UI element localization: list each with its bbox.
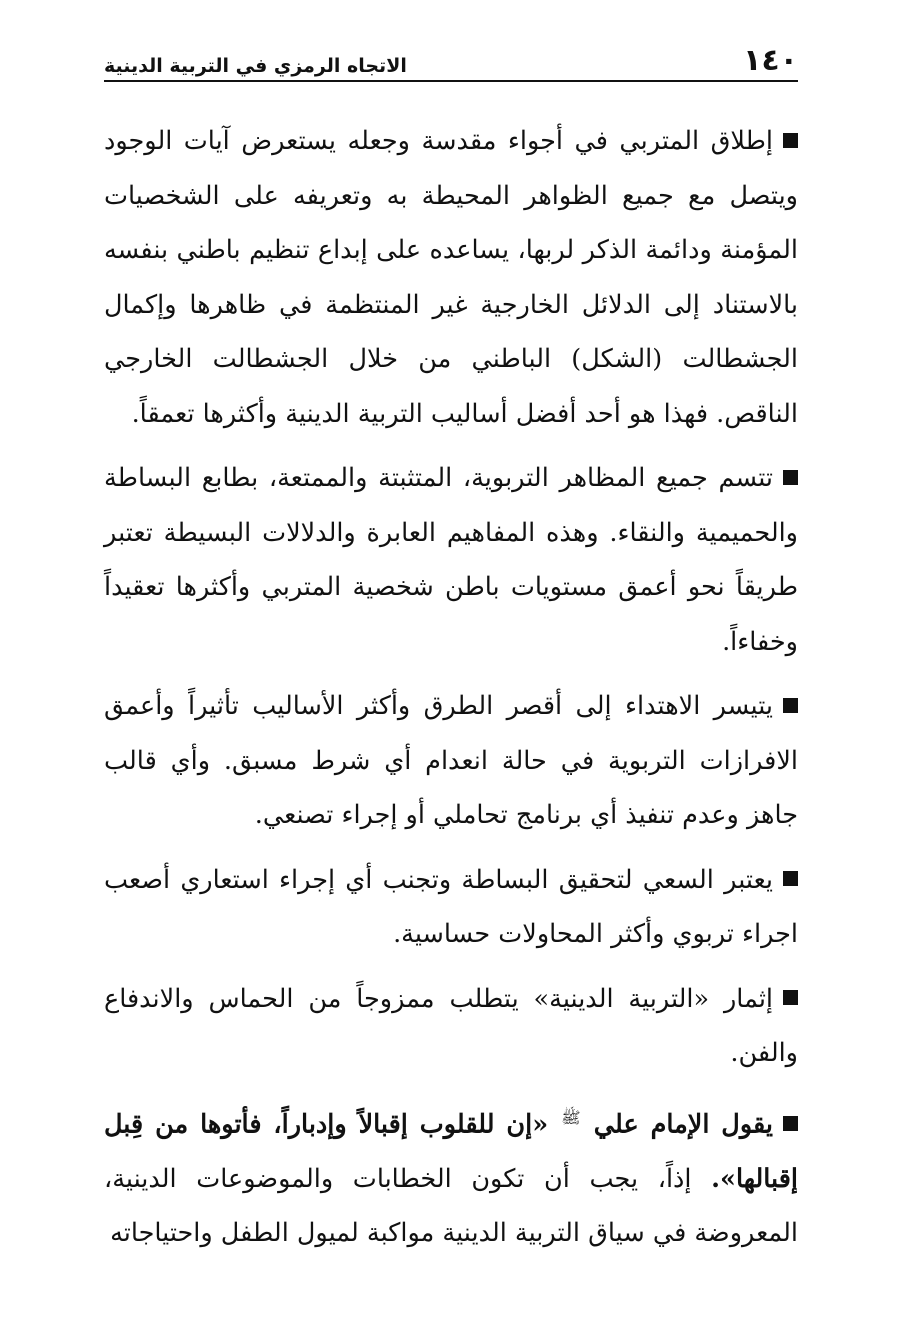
paragraph-text: تتسم جميع المظاهر التربوية، المتثبتة والممتعة، بطابع البساطة والحميمية والنقاء. وهذه المفاهيم العابرة والدلالات البسيطة تعتبر طريقاً نحو أعمق مستويات باطن شخصية المتربي وأكثرها تعقيداً وخفاءاً. <box>104 463 798 657</box>
paragraph <box>104 679 798 843</box>
running-header <box>104 40 798 82</box>
paragraph <box>104 972 798 1081</box>
honorific-symbol: ﷺ <box>561 1107 581 1127</box>
paragraph <box>104 451 798 669</box>
square-bullet-icon <box>783 698 798 713</box>
paragraph <box>104 1091 798 1261</box>
paragraph-text: يتيسر الاهتداء إلى أقصر الطرق وأكثر الأساليب تأثيراً وأعمق الافرازات التربوية في حالة انعدام أي شرط مسبق. وأي قالب جاهز وعدم تنفيذ أي برنامج تحاملي أو إجراء تصنعي. <box>104 691 798 830</box>
hadith-quote: «إن للقلوب إقبالاً وإدباراً، فأتوها من قِبل إقبالها». <box>104 1109 799 1194</box>
square-bullet-icon <box>783 990 798 1005</box>
paragraph-text: إذاً، يجب أن تكون الخطابات والموضوعات الدينية، المعروضة في سياق التربية الدينية مواكبة لميول الطفل واحتياجاته <box>104 1163 798 1248</box>
body-text <box>104 114 798 1271</box>
paragraph-text: إطلاق المتربي في أجواء مقدسة وجعله يستعرض آيات الوجود ويتصل مع جميع الظواهر المحيطة به وتعريفه على الشخصيات المؤمنة ودائمة الذكر لربها، يساعده على إبداع تنظيم باطني بنفسه بالاستناد إلى الدلائل الخارجية غير المنتظمة في ظاهرها وإكمال الجشطالت (الشكل) الباطني من خلال الجشطالت الخارجي الناقص. فهذا هو أحد أفضل أساليب التربية الدينية وأكثرها تعمقاً. <box>104 126 798 429</box>
square-bullet-icon <box>783 871 798 886</box>
square-bullet-icon <box>783 470 798 485</box>
quote-intro: يقول الإمام علي <box>593 1109 774 1139</box>
page-number: ١٤٠ <box>743 43 798 78</box>
square-bullet-icon <box>783 133 798 148</box>
paragraph <box>104 114 798 441</box>
paragraph <box>104 853 798 962</box>
paragraph-text: إثمار «التربية الدينية» يتطلب ممزوجاً من الحماس والاندفاع والفن. <box>104 983 798 1068</box>
running-title: الاتجاه الرمزي في التربية الدينية <box>104 55 407 77</box>
paragraph-text: يعتبر السعي لتحقيق البساطة وتجنب أي إجراء استعاري أصعب اجراء تربوي وأكثر المحاولات حساسية. <box>104 864 798 949</box>
square-bullet-icon <box>783 1116 798 1131</box>
